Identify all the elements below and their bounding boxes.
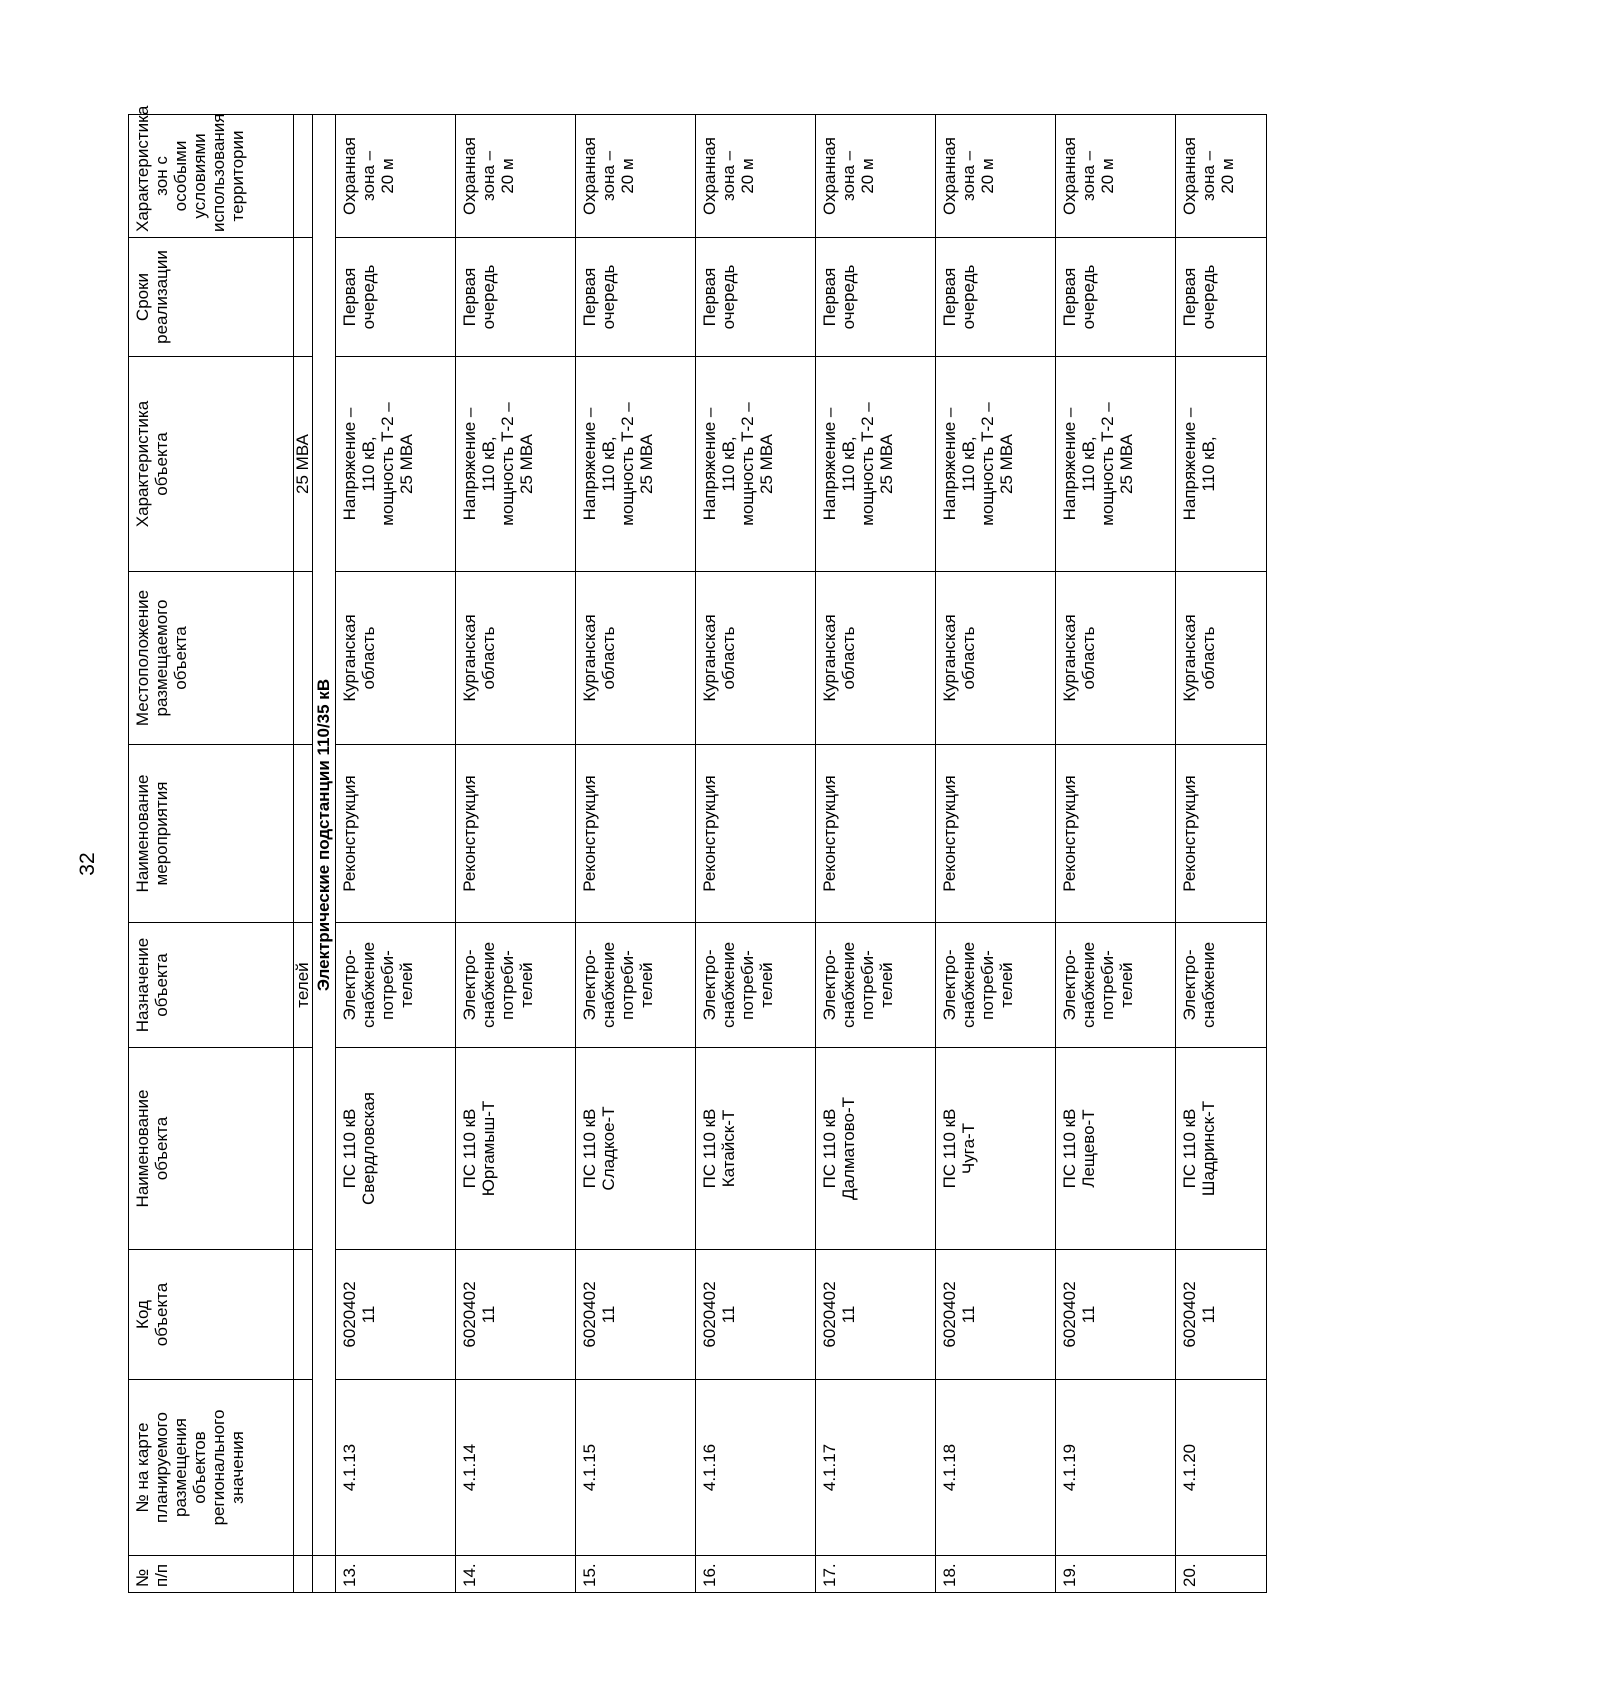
table-row [456, 115, 576, 1593]
cell-event: Реконструкция [576, 745, 696, 923]
cell-purpose: Электро- снабжение потреби- телей [456, 923, 576, 1048]
table-row [696, 115, 816, 1593]
cell-terms: Первая очередь [336, 238, 456, 357]
table-row [816, 115, 936, 1593]
cell-zones: Охранная зона – 20 м [816, 115, 936, 238]
cell-map: 4.1.19 [1056, 1380, 1176, 1556]
section-title: Электрические подстанции 110/35 кВ [313, 115, 336, 1556]
cell-num: 14. [456, 1556, 576, 1593]
continuation-row [294, 115, 313, 1593]
cell-event: Реконструкция [336, 745, 456, 923]
cell-char: Напряжение – 110 кВ, мощность Т-2 – 25 МВА [936, 357, 1056, 572]
cell-char: Напряжение – 110 кВ, мощность Т-2 – 25 МВА [576, 357, 696, 572]
cell-zones: Охранная зона – 20 м [456, 115, 576, 238]
cell-location: Курганская область [1056, 572, 1176, 745]
cell-terms: Первая очередь [456, 238, 576, 357]
cell-purpose: Электро- снабжение [1176, 923, 1267, 1048]
cell-name: ПС 110 кВ Лещево-Т [1056, 1048, 1176, 1250]
header-terms: Сроки реализации [129, 238, 294, 357]
cell-map: 4.1.18 [936, 1380, 1056, 1556]
cell-event: Реконструкция [456, 745, 576, 923]
table-row [336, 115, 456, 1593]
cell-code: 6020402 11 [1056, 1250, 1176, 1380]
cell-event: Реконструкция [1176, 745, 1267, 923]
cell-num: 18. [936, 1556, 1056, 1593]
cell-name: ПС 110 кВ Далматово-Т [816, 1048, 936, 1250]
cell-event: Реконструкция [816, 745, 936, 923]
cell-name: ПС 110 кВ Свердловская [336, 1048, 456, 1250]
cell-name: ПС 110 кВ Юргамыш-Т [456, 1048, 576, 1250]
cell-num: 17. [816, 1556, 936, 1593]
objects-table [128, 105, 1267, 1593]
cell-map: 4.1.20 [1176, 1380, 1267, 1556]
table-row [1176, 115, 1267, 1593]
cell-terms: Первая очередь [696, 238, 816, 357]
cell-location: Курганская область [816, 572, 936, 745]
cell-terms: Первая очередь [936, 238, 1056, 357]
cell-terms: Первая очередь [576, 238, 696, 357]
cell-terms: Первая очередь [1056, 238, 1176, 357]
header-map: № на карте планируемого размещения объектов регионального значения [129, 1380, 294, 1556]
header-code: Код объекта [129, 1250, 294, 1380]
cell-zones: Охранная зона – 20 м [696, 115, 816, 238]
cell-event: Реконструкция [1056, 745, 1176, 923]
cell-map: 4.1.14 [456, 1380, 576, 1556]
header-event: Наименование мероприятия [129, 745, 294, 923]
cell-location: Курганская область [576, 572, 696, 745]
cell-terms: Первая очередь [1176, 238, 1267, 357]
section-row [313, 115, 336, 1593]
cell-location: Курганская область [696, 572, 816, 745]
header-name: Наименование объекта [129, 1048, 294, 1250]
cell-location: Курганская область [1176, 572, 1267, 745]
cell-code: 6020402 11 [936, 1250, 1056, 1380]
cell-num: 13. [336, 1556, 456, 1593]
header-location: Местоположение размещаемого объекта [129, 572, 294, 745]
cell-char: Напряжение – 110 кВ, мощность Т-2 – 25 МВА [456, 357, 576, 572]
cell-name: ПС 110 кВ Сладкое-Т [576, 1048, 696, 1250]
cell-map: 4.1.15 [576, 1380, 696, 1556]
cell-purpose: Электро- снабжение потреби- телей [936, 923, 1056, 1048]
cell-zones: Охранная зона – 20 м [1056, 115, 1176, 238]
table-row [576, 115, 696, 1593]
cell-name: ПС 110 кВ Чуга-Т [936, 1048, 1056, 1250]
header-char: Характеристика объекта [129, 357, 294, 572]
table-row [1056, 115, 1176, 1593]
cell-code: 6020402 11 [816, 1250, 936, 1380]
table-rotated [128, 105, 1237, 1593]
header-purpose: Назначение объекта [129, 923, 294, 1048]
cell-zones: Охранная зона – 20 м [936, 115, 1056, 238]
table-row [936, 115, 1056, 1593]
cell-purpose: Электро- снабжение потреби- телей [696, 923, 816, 1048]
cell-char: Напряжение – 110 кВ, мощность Т-2 – 25 МВА [816, 357, 936, 572]
cell-purpose: Электро- снабжение потреби- телей [336, 923, 456, 1048]
continuation-char: 25 МВА [294, 357, 313, 572]
cell-code: 6020402 11 [456, 1250, 576, 1380]
header-zones: Характеристика зон с особыми условиями использования территории [129, 115, 294, 238]
cell-char: Напряжение – 110 кВ, мощность Т-2 – 25 МВА [696, 357, 816, 572]
cell-event: Реконструкция [696, 745, 816, 923]
table-rotation-frame [128, 105, 1606, 1587]
cell-num: 16. [696, 1556, 816, 1593]
cell-num: 15. [576, 1556, 696, 1593]
cell-purpose: Электро- снабжение потреби- телей [816, 923, 936, 1048]
cell-num: 19. [1056, 1556, 1176, 1593]
cell-event: Реконструкция [936, 745, 1056, 923]
cell-zones: Охранная зона – 20 м [336, 115, 456, 238]
cell-purpose: Электро- снабжение потреби- телей [1056, 923, 1176, 1048]
cell-char: Напряжение – 110 кВ, мощность Т-2 – 25 МВА [336, 357, 456, 572]
cell-map: 4.1.13 [336, 1380, 456, 1556]
header-row [129, 115, 294, 1593]
cell-zones: Охранная зона – 20 м [1176, 115, 1267, 238]
cell-num: 20. [1176, 1556, 1267, 1593]
cell-char: Напряжение – 110 кВ, мощность Т-2 – 25 МВА [1056, 357, 1176, 572]
cell-name: ПС 110 кВ Катайск-Т [696, 1048, 816, 1250]
cell-purpose: Электро- снабжение потреби- телей [576, 923, 696, 1048]
cell-terms: Первая очередь [816, 238, 936, 357]
cell-code: 6020402 11 [576, 1250, 696, 1380]
continuation-purpose: телей [294, 923, 313, 1048]
page-number: 32 [76, 852, 99, 876]
header-num: № п/п [129, 1556, 294, 1593]
cell-name: ПС 110 кВ Шадринск-Т [1176, 1048, 1267, 1250]
cell-map: 4.1.17 [816, 1380, 936, 1556]
cell-map: 4.1.16 [696, 1380, 816, 1556]
cell-char: Напряжение – 110 кВ, [1176, 357, 1267, 572]
cell-code: 6020402 11 [336, 1250, 456, 1380]
cell-location: Курганская область [336, 572, 456, 745]
cell-location: Курганская область [936, 572, 1056, 745]
cell-code: 6020402 11 [1176, 1250, 1267, 1380]
cell-code: 6020402 11 [696, 1250, 816, 1380]
cell-location: Курганская область [456, 572, 576, 745]
cell-zones: Охранная зона – 20 м [576, 115, 696, 238]
